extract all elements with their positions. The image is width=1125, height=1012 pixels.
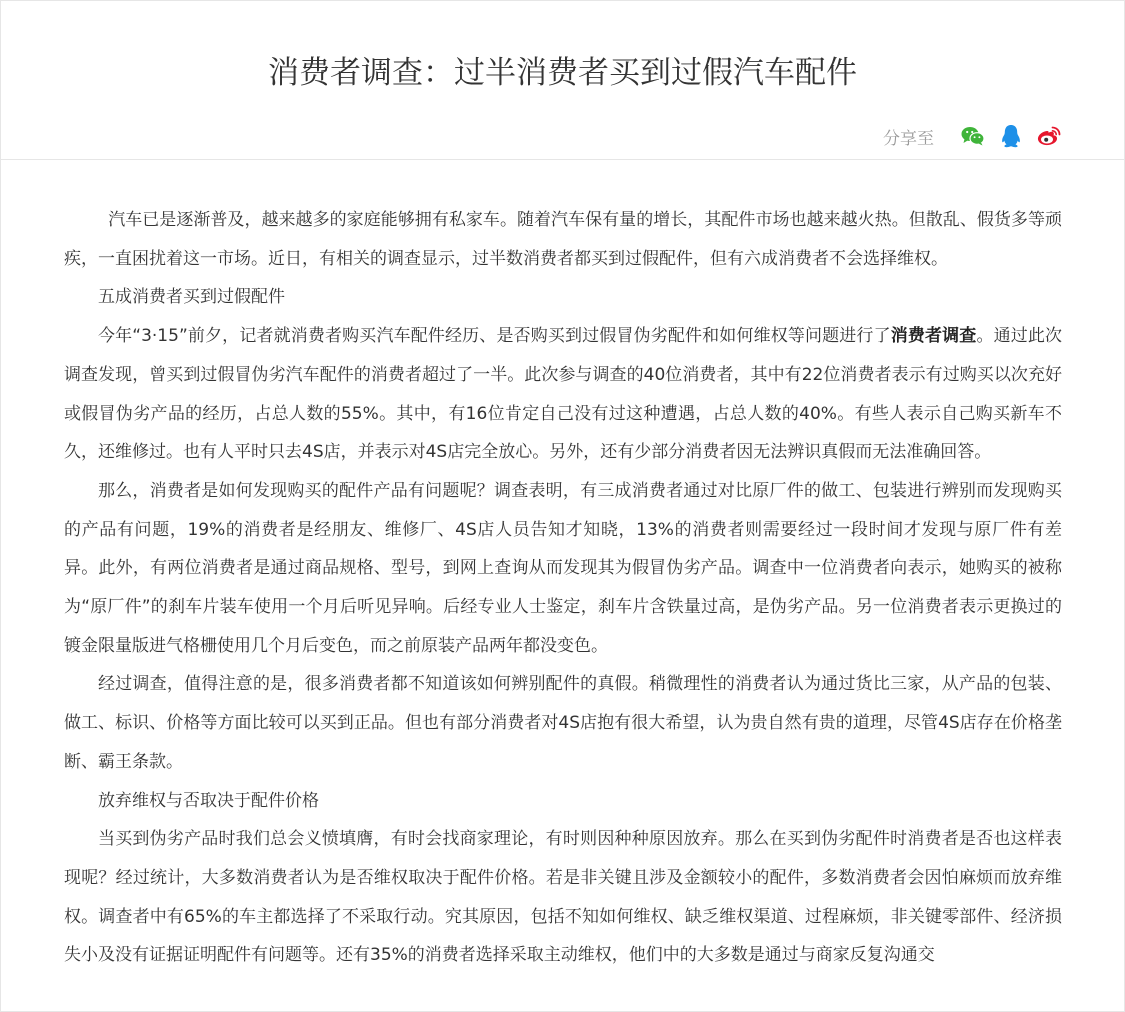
paragraph: 那么，消费者是如何发现购买的配件产品有问题呢？调查表明，有三成消费者通过对比原厂件的做工、包装进行辨别而发现购买的产品有问题，19%的消费者是经朋友、维修厂、4S店人员告知才知晓，13%的消费者则需要经过一段时间才发现与原厂件有差异。此外，有两位消费者是通过商品规格、型号，到网上查询从而发现其为假冒伪劣产品。调查中一位消费者向表示，她购买的被称为“原厂件”的刹车片装车使用一个月后听见异响。后经专业人士鉴定，刹车片含铁量过高，是伪劣产品。另一位消费者表示更换过的镀金限量版进气格栅使用几个月后变色，而之前原装产品两年都没变色。 [64,480,1062,656]
paragraph-text: 。通过此次调查发现，曾买到过假冒伪劣汽车配件的消费者超过了一半。此次参与调查的40位消费者，其中有22位消费者表示有过购买以次充好或假冒伪劣产品的经历，占总人数的55%。其中，有16位肯定自己没有过这种遭遇，占总人数的40%。有些人表示自己购买新车不久，还维修过。也有人平时只去4S店，并表示对4S店完全放心。另外，还有少部分消费者因无法辨识真假而无法准确回答。 [64,326,1063,463]
paragraph-text: 今年“3·15”前夕，记者就消费者购买汽车配件经历、是否购买到过假冒伪劣配件和如何维权等问题进行了 [98,326,891,347]
section-heading: 五成消费者买到过假配件 [98,287,285,308]
weibo-icon[interactable] [1036,123,1062,149]
qq-icon[interactable] [998,123,1024,149]
share-label: 分享至 [883,128,934,149]
paragraph: 当买到伪劣产品时我们总会义愤填膺，有时会找商家理论，有时则因种种原因放弃。那么在买到伪劣配件时消费者是否也这样表现呢？经过统计，大多数消费者认为是否维权取决于配件价格。若是非关键且涉及金额较小的配件，多数消费者会因怕麻烦而放弃维权。调查者中有65%的车主都选择了不采取行动。究其原因，包括不知如何维权、缺乏维权渠道、过程麻烦，非关键零部件、经济损失小及没有证据证明配件有问题等。还有35%的消费者选择采取主动维权，他们中的大多数是通过与商家反复沟通交 [64,829,1062,966]
article-body [64,201,1062,975]
article-header [1,1,1124,160]
wechat-icon[interactable] [960,123,986,149]
bold-keyword: 消费者调查 [890,326,977,347]
paragraph: 经过调查，值得注意的是，很多消费者都不知道该如何辨别配件的真假。稍微理性的消费者认为通过货比三家，从产品的包装、做工、标识、价格等方面比较可以买到正品。但也有部分消费者对4S店抱有很大希望，认为贵自然有贵的道理，尽管4S店存在价格垄断、霸王条款。 [64,674,1062,772]
article-title: 消费者调查：过半消费者买到过假汽车配件 [268,55,857,91]
section-heading: 放弃维权与否取决于配件价格 [98,790,319,811]
paragraph: 汽车已是逐渐普及，越来越多的家庭能够拥有私家车。随着汽车保有量的增长，其配件市场也越来越火热。但散乱、假货多等顽疾，一直困扰着这一市场。近日，有相关的调查显示，过半数消费者都买到过假配件，但有六成消费者不会选择维权。 [64,210,1062,269]
share-bar [883,121,1062,151]
paragraph [64,317,1062,472]
